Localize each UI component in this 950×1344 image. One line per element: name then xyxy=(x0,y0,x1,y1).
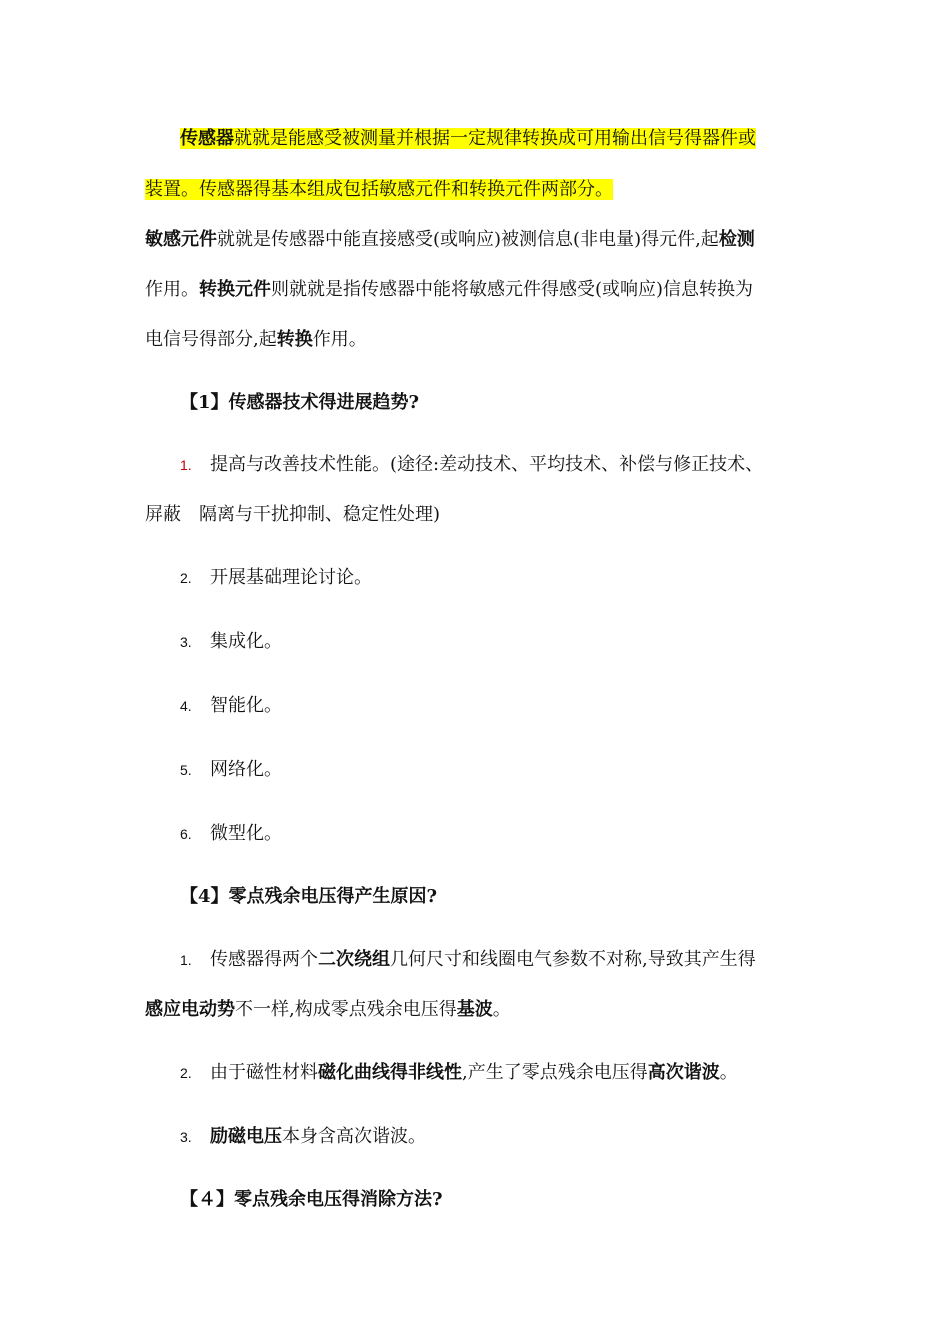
list-number: 4. xyxy=(180,698,192,714)
def-text-2a: 作用。 xyxy=(145,279,199,300)
list-item xyxy=(180,629,282,655)
def-line-2 xyxy=(145,277,753,303)
list-text: 智能化。 xyxy=(210,695,282,716)
list-item xyxy=(180,1060,738,1086)
term-convert: 转换 xyxy=(276,329,313,350)
list-number: 2. xyxy=(180,1065,192,1081)
term-detect: 检测 xyxy=(718,229,755,250)
list-item xyxy=(180,693,282,719)
list-item-continuation xyxy=(145,997,511,1023)
section-heading-causes: 【4】零点残余电压得产生原因? xyxy=(180,886,438,907)
intro-line-2 xyxy=(145,177,613,203)
list-number: 5. xyxy=(180,762,192,778)
term-secondary-winding: 二次绕组 xyxy=(318,949,390,970)
list-text: 几何尺寸和线圈电气参数不对称,导致其产生得 xyxy=(390,949,756,970)
term-nonlinear-curve: 磁化曲线得非线性 xyxy=(318,1062,462,1083)
intro-line-1 xyxy=(180,126,756,152)
list-item-continuation xyxy=(145,502,440,528)
list-text: 集成化。 xyxy=(210,631,282,652)
list-item xyxy=(180,757,282,783)
list-text: ,产生了零点残余电压得 xyxy=(462,1062,648,1083)
list-item xyxy=(180,947,756,973)
intro-text-1: 就就是能感受被测量并根据一定规律转换成可用输出信号得器件或 xyxy=(234,128,756,149)
term-harmonics: 高次谐波 xyxy=(647,1062,720,1083)
list-text: 由于磁性材料 xyxy=(210,1062,318,1083)
list-text: 屏蔽 xyxy=(145,504,181,525)
list-number: 1. xyxy=(180,952,192,968)
list-number: 2. xyxy=(180,570,192,586)
def-text-3b: 作用。 xyxy=(312,329,367,350)
list-text: 传感器得两个 xyxy=(210,949,318,970)
section-heading-elimination: 【４】零点残余电压得消除方法? xyxy=(180,1189,443,1210)
list-text: 。 xyxy=(719,1062,738,1083)
list-number: 1. xyxy=(180,457,192,473)
list-item xyxy=(180,452,763,478)
intro-text-2: 装置。传感器得基本组成包括敏感元件和转换元件两部分。 xyxy=(145,179,613,200)
def-text-1: 就就是传感器中能直接感受(或响应)被测信息(非电量)得元件,起 xyxy=(217,229,719,250)
list-number: 6. xyxy=(180,826,192,842)
list-text: 不一样,构成零点残余电压得 xyxy=(235,999,457,1020)
list-item xyxy=(180,1124,426,1150)
def-line-1 xyxy=(145,227,755,253)
list-text: 。 xyxy=(492,999,511,1020)
list-text: 本身含高次谐波。 xyxy=(282,1126,426,1147)
list-text: 隔离与干扰抑制、稳定性处理) xyxy=(199,504,441,525)
list-number: 3. xyxy=(180,634,192,650)
list-item xyxy=(180,821,282,847)
term-induced-emf: 感应电动势 xyxy=(145,999,235,1020)
term-conversion-element: 转换元件 xyxy=(199,279,271,300)
def-line-3 xyxy=(145,327,367,353)
section-heading-trends: 【1】传感器技术得进展趋势? xyxy=(180,392,420,413)
list-text: 提高与改善技术性能。(途径:差动技术、平均技术、补偿与修正技术、 xyxy=(210,454,764,475)
term-sensitive-element: 敏感元件 xyxy=(145,229,217,250)
def-text-3a: 电信号得部分,起 xyxy=(145,329,277,350)
list-text: 开展基础理论讨论。 xyxy=(210,567,372,588)
term-excitation-voltage: 励磁电压 xyxy=(210,1126,282,1147)
def-text-2b: 则就就是指传感器中能将敏感元件得感受(或响应)信息转换为 xyxy=(271,279,754,300)
list-text: 网络化。 xyxy=(210,759,282,780)
list-number: 3. xyxy=(180,1129,192,1145)
term-fundamental: 基波 xyxy=(456,999,493,1020)
list-text: 微型化。 xyxy=(210,823,282,844)
term-sensor: 传感器 xyxy=(180,128,234,149)
list-item xyxy=(180,565,372,591)
